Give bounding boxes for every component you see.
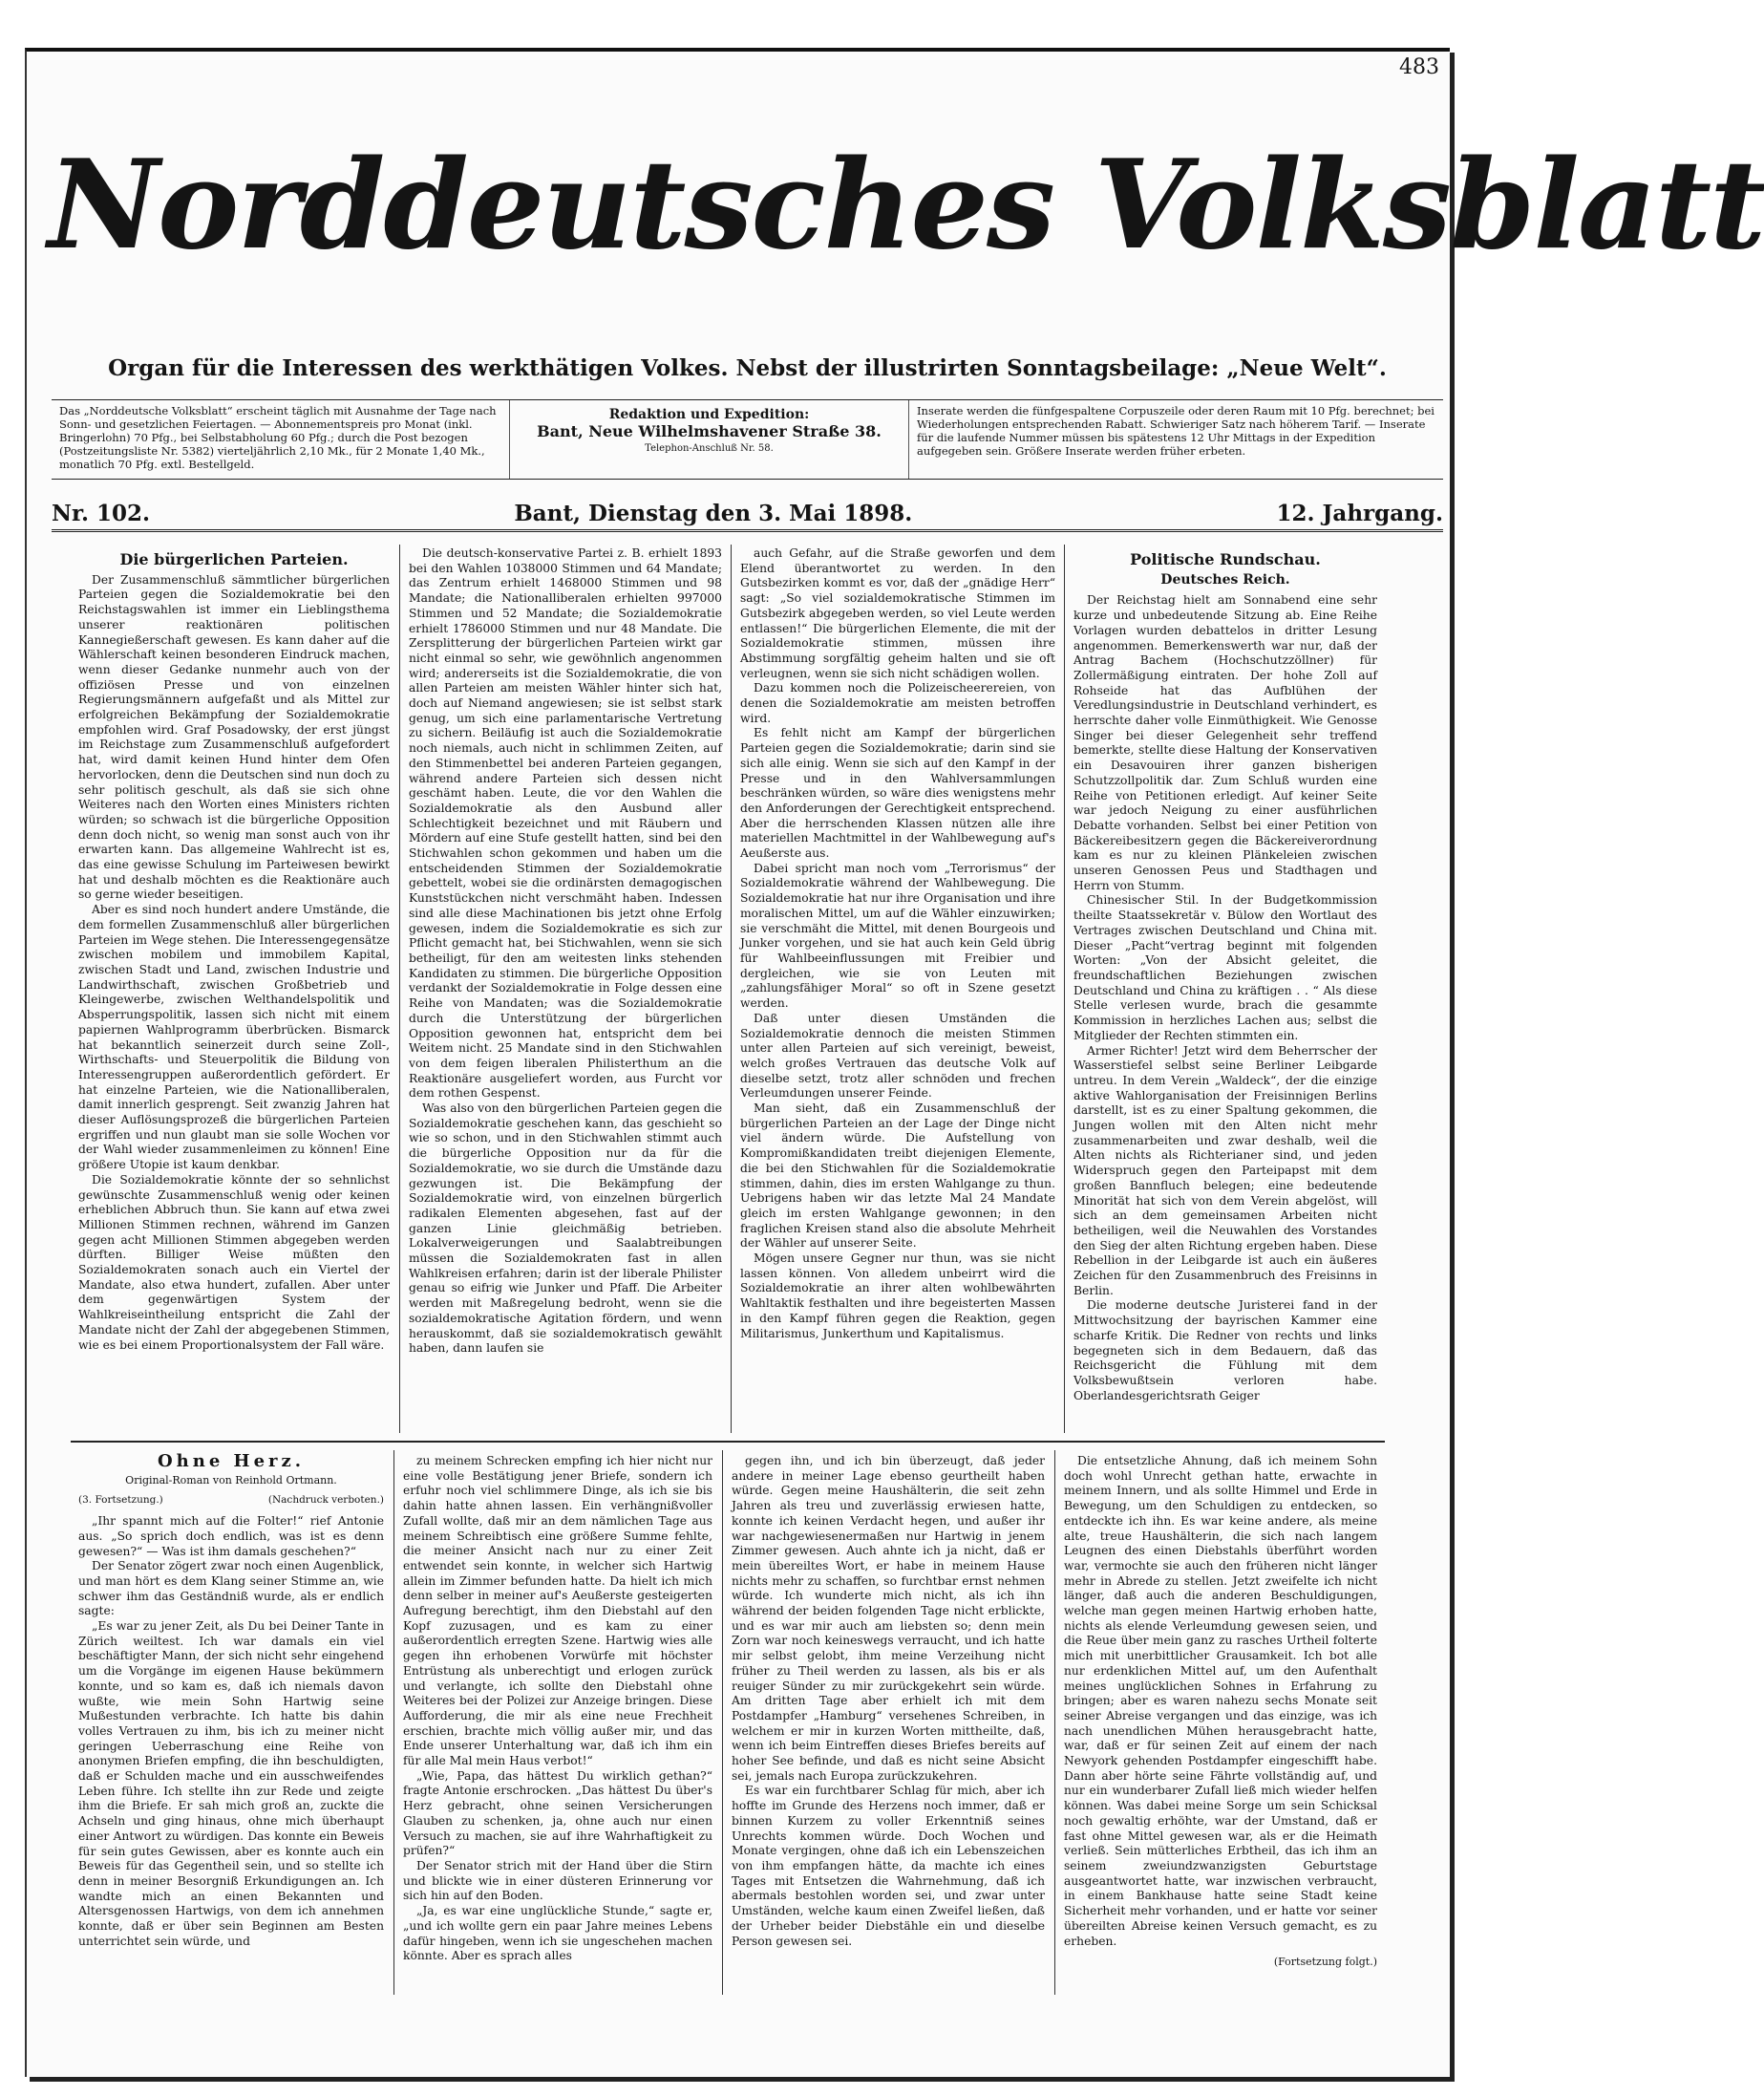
advertising-info: Inserate werden die fünfgespaltene Corpuszeile oder deren Raum mit 10 Pfg. berechnet; bei Wiederholungen entsprechenden Rabatt. Schwieriger Satz nach höherem Tarif. — Inserate für die laufende Nummer müssen bis spätestens 12 Uhr Mittags in der Expedition aufgegeben sein. Größere Inserate werden früher erbeten. bbox=[917, 404, 1435, 458]
editorial-address: Bant, Neue Wilhelmshavener Straße 38. bbox=[537, 422, 882, 440]
article-paragraph: Was also von den bürgerlichen Parteien gegen die Sozialdemokratie geschehen kann, das geschieht so wie so schon, und in den Stichwahlen stimmt auch die bürgerliche Opposition nur da für die Sozialdemokratie, wo sie durch die Umstände dazu gezwungen ist. Die Bekämpfung der Sozialdemokratie wird, von einzelnen bürgerlich radikalen Elementen abgesehen, fast auf der ganzen Linie gleichmäßig betrieben. Lokalverweigerungen und Saalabtreibungen müssen die Sozialdemokraten fast in allen Wahlkreisen erfahren; darin ist der liberale Philister genau so eifrig wie Junker und Pfaff. Die Arbeiter werden mit Maßregelung bedroht, wenn sie die sozialdemokratische Agitation fördern, und wenn herauskommt, daß sie sozialdemokratisch gewählt haben, dann laufen sie bbox=[409, 1101, 722, 1356]
serial-paragraph: Der Senator strich mit der Hand über die Stirn und blickte wie in einer düsteren Erinnerung vor sich hin auf den Boden. bbox=[403, 1858, 712, 1903]
masthead-subtitle: Organ für die Interessen des werkthätigen Volkes. Nebst der illustrirten Sonntagsbeilage: „Neue Welt“. bbox=[108, 355, 1387, 381]
serial-continued: (Fortsetzung folgt.) bbox=[1273, 1956, 1377, 1969]
page-number: 483 bbox=[1399, 55, 1439, 79]
column-rule bbox=[393, 1450, 394, 1995]
article-column-3 bbox=[740, 546, 1055, 1429]
serial-paragraph: „Wie, Papa, das hättest Du wirklich gethan?“ fragte Antonie erschrocken. „Das hättest Du über's Herz gebracht, ohne seinen Versicherungen Glauben zu schenken, ja, ohne auch nur einen Versuch zu machen, sie auf ihre Wahrhaftigkeit zu prüfen?“ bbox=[403, 1768, 712, 1858]
serial-column-4 bbox=[1064, 1454, 1377, 1995]
column-rule bbox=[1054, 1450, 1055, 1995]
article-paragraph: Es fehlt nicht am Kampf der bürgerlichen Parteien gegen die Sozialdemokratie; darin sind sie sich alle einig. Wenn sie sich auf den Kampf in der Presse und in den Wahlversammlungen beschränken würden, so wäre dies wenigstens mehr den Anforderungen der Gerechtigkeit entsprechend. Aber die herrschenden Klassen nützen alle ihre materiellen Machtmittel in der Wahlbewegung auf's Aeußerste aus. bbox=[740, 726, 1055, 861]
issue-date: Bant, Dienstag den 3. Mai 1898. bbox=[514, 500, 913, 526]
feuilleton-divider bbox=[71, 1441, 1385, 1443]
rundschau-paragraph: Chinesischer Stil. In der Budgetkommission theilte Staatssekretär v. Bülow den Wortlaut des Vertrages zwischen Deutschland und China mit. Dieser „Pacht“vertrag beginnt mit folgenden Worten: „Von der Absicht geleitet, die freundschaftlichen Beziehungen zwischen Deutschland und China zu kräftigen . . “ Als diese Stelle verlesen wurde, brach die gesammte Kommission in herzliches Lachen aus; selbst die Mitglieder der Rechten stimmten ein. bbox=[1073, 893, 1377, 1042]
serial-column-3 bbox=[732, 1454, 1045, 1995]
rundschau-column bbox=[1073, 552, 1377, 1429]
article-paragraph: Der Zusammenschluß sämmtlicher bürgerlichen Parteien gegen die Sozialdemokratie bei den Reichstagswahlen ist immer ein Lieblingsthema unserer reaktionären politischen Kannegießerschaft gewesen. Es kann daher auf die Wählerschaft keinen besonderen Eindruck machen, wenn dieser Gedanke nunmehr auch von der offiziösen Presse und von einzelnen Regierungsmännern aufgefaßt und als Mittel zur erfolgreichen Bekämpfung der Sozialdemokratie empfohlen wird. Graf Posadowsky, der erst jüngst im Reichstage zum Zusammenschluß aufgefordert hat, wird damit keinen Hund hinter dem Ofen hervorlocken, denn die Deutschen sind nun doch zu sehr politisch geschult, als daß sie sich ohne Weiteres nach den Worten eines Ministers richten würden; so schwach ist die bürgerliche Opposition denn doch nicht, so wenig man sonst auch von ihr erwarten kann. Das allgemeine Wahlrecht ist es, das eine gewisse Schulung im Parteiwesen bewirkt hat und deshalb möchten es die Reaktionäre auch so gerne wieder beseitigen. bbox=[78, 572, 390, 902]
serial-paragraph: Die entsetzliche Ahnung, daß ich meinem Sohn doch wohl Unrecht gethan hatte, erwachte in meinem Innern, und als sollte Himmel und Erde in Bewegung, um den Schuldigen zu entdecken, so entdeckte ich ihn. Es war keine andere, als meine alte, treue Haushälterin, die sich nach langem Leugnen des einen Diebstahls überführt worden war, vermochte sie auch den früheren nicht länger mehr in Abrede zu stellen. Jetzt zweifelte ich nicht länger, daß auch die anderen Beschuldigungen, welche man gegen meinen Hartwig erhoben hatte, nichts als elende Verleumdung gewesen seien, und die Reue über mein ganz zu rasches Urtheil folterte mich mit unerbittlicher Grausamkeit. Ich bot alle nur erdenklichen Mittel auf, um den Aufenthalt meines unglücklichen Sohnes in Erfahrung zu bringen; aber es waren nahezu sechs Monate seit seiner Abreise vergangen und das einzige, was ich nach unendlichen Mühen herausgebracht hatte, war, daß er für seinen Zeit auf einem der nach Newyork gehenden Postdampfer eingeschifft habe. Dann aber hörte seine Fährte vollständig auf, und nur ein wunderbarer Zufall ließ mich wieder helfen können. Was dabei meine Sorge um sein Schicksal noch gewaltig erhöhte, war der Umstand, daß er fast ohne Mittel gewesen war, als er die Heimath verließ. Sein mütterliches Erbtheil, das ich ihm an seinem zweiundzwanzigsten Geburtstage ausgeantwortet hatte, war inzwischen verbraucht, in einem Bankhause hatte seine Stadt keine Sicherheit mehr vorhanden, und er hatte vor seiner übereilten Abreise keinen Versuch gemacht, es zu erheben. bbox=[1064, 1454, 1377, 1948]
column-rule bbox=[399, 545, 400, 1433]
dateline bbox=[52, 497, 1443, 532]
article-paragraph: auch Gefahr, auf die Straße geworfen und dem Elend überantwortet zu werden. In den Gutsbezirken kommt es vor, daß der „gnädige Herr“ sagt: „So viel sozialdemokratische Stimmen im Gutsbezirk abgegeben werden, so viel Leute werden entlassen!“ Die bürgerlichen Elemente, die mit der Sozialdemokratie stimmen, müssen ihre Abstimmung sorgfältig geheim halten und sie oft verleugnen, wenn sie sich nicht schädigen wollen. bbox=[740, 546, 1055, 680]
rundschau-title: Politische Rundschau. bbox=[1130, 550, 1321, 568]
issue-number: Nr. 102. bbox=[52, 500, 151, 526]
article-paragraph: Aber es sind noch hundert andere Umstände, die dem formellen Zusammenschluß aller bürgerlichen Parteien im Wege stehen. Die Interessengegensätze zwischen mobilem und immobilem Kapital, zwischen Stadt und Land, zwischen Industrie und Landwirthschaft, zwischen Großbetrieb und Kleingewerbe, zwischen Welthandelspolitik und Absperrungspolitik, lassen sich nicht mit einem papiernen Wahlprogramm überbrücken. Bismarck hat bekanntlich seinerzeit durch seine Zoll-, Wirthschafts- und Steuerpolitik die Bildung von Interessengruppen außerordentlich gefördert. Er hat einzelne Parteien, wie die Nationalliberalen, damit innerlich gesprengt. Seit zwanzig Jahren hat dieser Auflösungsprozeß die bürgerlichen Parteien ergriffen und nun glaubt man sie solle Wochen vor der Wahl wieder zusammenleimen zu können! Eine größere Utopie ist kaum denkbar. bbox=[78, 903, 390, 1172]
info-box bbox=[52, 399, 1443, 480]
editorial-office bbox=[510, 400, 909, 479]
serial-paragraph: „Es war zu jener Zeit, als Du bei Deiner Tante in Zürich weiltest. Ich war damals ein viel beschäftigter Mann, der sich nicht sehr eingehend um die Vorgänge im eigenen Hause bekümmern konnte, und so kam es, daß ich niemals davon wußte, wie mein Sohn Hartwig seine Mußestunden verbrachte. Ich hatte bis dahin volles Vertrauen zu ihm, bis ich zu meiner nicht geringen Ueberraschung eine Reihe von anonymen Briefen empfing, die ihn beschuldigten, daß er Schulden mache und ein ausschweifendes Leben führe. Ich stellte ihn zur Rede und zeigte ihm die Briefe. Er sah mich groß an, zuckte die Achseln und ging hinaus, ohne mich überhaupt einer Antwort zu würdigen. Das konnte ein Beweis für sein gutes Gewissen, aber es konnte auch ein Beweis für das Gegentheil sein, und so stellte ich denn in meiner Besorgniß Erkundigungen an. Ich wandte mich an einen Bekannten und Altersgenossen Hartwigs, von dem ich annehmen konnte, daß er über sein Beginnen am Besten unterrichtet sein würde, und bbox=[78, 1619, 384, 1948]
serial-note bbox=[78, 1493, 384, 1508]
serial-paragraph: gegen ihn, und ich bin überzeugt, daß jeder andere in meiner Lage ebenso geurtheilt haben würde. Gegen meine Haushälterin, die seit zehn Jahren als treu und zuverlässig erwiesen hatte, konnte ich keinen Verdacht hegen, und außer ihr war nachgewiesenermaßen nur Hartwig in jenem Zimmer gewesen. Auch ahnte ich ja nicht, daß er mein übereiltes Wort, er habe in meinem Hause nichts mehr zu schaffen, so furchtbar ernst nehmen würde. Ich wunderte mich nicht, als ich ihn während der beiden folgenden Tage nicht erblickte, und es war mir auch am liebsten so; denn mein Zorn war noch keineswegs verraucht, und ich hatte mir selbst gelobt, ihm meine Verzeihung nicht früher zu Theil werden zu lassen, als bis er als reuiger Sünder zu mir zurückgekehrt sein würde. Am dritten Tage aber erhielt ich mit dem Postdampfer „Hamburg“ versehenes Schreiben, in welchem er mir in kurzen Worten mittheilte, daß, wenn ich beim Eintreffen dieses Briefes bereits auf hoher See befinde, und daß es nicht seine Absicht sei, jemals nach Europa zurückzukehren. bbox=[732, 1454, 1045, 1783]
rundschau-paragraph: Der Reichstag hielt am Sonnabend eine sehr kurze und unbedeutende Sitzung ab. Eine Reihe Vorlagen wurden debattelos in dritter Lesung angenommen. Bemerkenswerth war nur, daß der Antrag Bachem (Hochschutzzöllner) für Zollermäßigung eintraten. Der hohe Zoll auf Rohseide hat das Aufblühen der Veredlungsindustrie in Deutschland verhindert, es herrschte daher volle Einmüthigkeit. Wie Genosse Singer bei dieser Gelegenheit sehr treffend bemerkte, stellte diese Haltung der Konservativen ein Desavouiren ihrer ganzen bisherigen Schutzzollpolitik dar. Zum Schluß wurden eine Reihe von Petitionen erledigt. Auf keiner Seite war jedoch Neigung zu einer ausführlichen Debatte vorhanden. Selbst bei einer Petition von Bäckereibesitzern gegen die Bäckereiverordnung kam es nur zu kleinen Plänkeleien zwischen unseren Genossen Peus und Stadthagen und Herrn von Stumm. bbox=[1073, 593, 1377, 892]
column-rule bbox=[722, 1450, 723, 1995]
article-column-2 bbox=[409, 546, 722, 1429]
serial-notice: (Nachdruck verboten.) bbox=[267, 1494, 384, 1507]
rundschau-subtitle: Deutsches Reich. bbox=[1160, 571, 1290, 588]
article-paragraph: Daß unter diesen Umständen die Sozialdemokratie dennoch die meisten Stimmen unter allen Parteien auf sich vereinigt, beweist, welch großes Vertrauen das deutsche Volk auf dieselbe setzt, trotz aller schnöden und frechen Verleumdungen unserer Feinde. bbox=[740, 1011, 1055, 1101]
editorial-heading: Redaktion und Expedition: bbox=[608, 407, 810, 422]
serial-paragraph: „Ja, es war eine unglückliche Stunde,“ sagte er, „und ich wollte gern ein paar Jahre meines Lebens dafür hingeben, wenn ich sie ungeschehen machen könnte. Aber es sprach alles bbox=[403, 1904, 712, 1963]
article-paragraph: Mögen unsere Gegner nur thun, was sie nicht lassen können. Von alledem unbeirrt wird die Sozialdemokratie an ihrer alten wohlbewährten Wahltaktik festhalten und ihre begeisterten Massen in den Kampf führen gegen die Reaktion, gegen Militarismus, Junkerthum und Kapitalismus. bbox=[740, 1251, 1055, 1340]
column-rule bbox=[1064, 545, 1065, 1433]
serial-paragraph: Es war ein furchtbarer Schlag für mich, aber ich hoffte im Grunde des Herzens noch immer, daß er binnen Kurzem zu voller Erkenntniß seines Unrechts kommen würde. Doch Wochen und Monate vergingen, ohne daß ich ein Lebenszeichen von ihm empfangen hätte, da machte ich eines Tages mit Entsetzen die Wahrnehmung, daß ich abermals bestohlen worden sei, und zwar unter Umständen, welche kaum einen Zweifel ließen, daß der Urheber beider Diebstähle ein und dieselbe Person gewesen sei. bbox=[732, 1784, 1045, 1948]
serial-column-2 bbox=[403, 1454, 712, 1995]
volume-year: 12. Jahrgang. bbox=[1276, 500, 1443, 526]
article-paragraph: Dabei spricht man noch vom „Terrorismus“ der Sozialdemokratie während der Wahlbewegung. Die Sozialdemokratie hat nur ihre Organisation und ihre moralischen Mittel, um auf die Wähler einzuwirken; sie verschmäht die Mittel, mit denen Bourgeois und Junker vorgehen, und sie hat auch kein Geld übrig für Wahlbeeinflussungen mit Freibier und dergleichen, wie sie von Leuten mit „zahlungsfähiger Moral“ so oft in Szene gesetzt werden. bbox=[740, 861, 1055, 1011]
article-paragraph: Die deutsch-konservative Partei z. B. erhielt 1893 bei den Wahlen 1038000 Stimmen und 64 Mandate; das Zentrum erhielt 1468000 Stimmen und 98 Mandate; die Nationalliberalen erhielten 997000 Stimmen und 52 Mandate; die Sozialdemokratie erhielt 1786000 Stimmen und nur 48 Mandate. Die Zersplitterung der bürgerlichen Parteien wirkt gar nicht einmal so sehr, wie gewöhnlich angenommen wird; andererseits ist die Sozialdemokratie, die von allen Parteien am meisten Wähler hinter sich hat, doch auf Niemand angewiesen; sie ist selbst stark genug, um sich eine parlamentarische Vertretung zu sichern. Beiläufig ist auch die Sozialdemokratie noch niemals, auch nicht in schlimmen Zeiten, auf den Stimmenbettel bei anderen Parteien gegangen, während andere Parteien sich dessen nicht geschämt haben. Leute, die vor den Wahlen die Sozialdemokratie als den Ausbund aller Schlechtigkeit bezeichnet und mit Räubern und Mördern auf eine Stufe gestellt hatten, sind bei den Stichwahlen schon gekommen und haben um die entscheidenden Stimmen der Sozialdemokratie gebettelt, wobei sie die ordinärsten demagogischen Kunststückchen nicht verschmäht haben. Indessen sind alle diese Machinationen bis jetzt ohne Erfolg gewesen, indem die Sozialdemokratie es sich zur Pflicht gemacht hat, bei Stichwahlen, wenn sie sich betheiligt, für den am weitesten links stehenden Kandidaten zu stimmen. Die bürgerliche Opposition verdankt der Sozialdemokratie in Folge dessen eine Reihe von Mandaten; was die Sozialdemokratie durch die Unterstützung der bürgerlichen Opposition gewonnen hat, entspricht dem bei Weitem nicht. 25 Mandate sind in den Stichwahlen von dem feigen liberalen Philisterthum an die Reaktionäre ausgeliefert worden, aus Furcht vor dem rothen Gespenst. bbox=[409, 546, 722, 1101]
article-paragraph: Man sieht, daß ein Zusammenschluß der bürgerlichen Parteien an der Lage der Dinge nicht viel ändern würde. Die Aufstellung von Kompromißkandidaten treibt diejenigen Elemente, die bei den Stichwahlen für die Sozialdemokratie stimmen, dahin, dies im ersten Wahlgange zu thun. Uebrigens haben wir das letzte Mal 24 Mandate gleich im ersten Wahlgange gewonnen; in den fraglichen Kreisen stand also die absolute Mehrheit der Wähler auf unserer Seite. bbox=[740, 1101, 1055, 1251]
column-rule bbox=[731, 545, 732, 1433]
serial-paragraph: „Ihr spannt mich auf die Folter!“ rief Antonie aus. „So sprich doch endlich, was ist es denn gewesen?“ — Was ist ihm damals geschehen?“ bbox=[78, 1514, 384, 1558]
rundschau-paragraph: Armer Richter! Jetzt wird dem Beherrscher der Wasserstiefel selbst seine Berliner Leibgarde untreu. In dem Verein „Waldeck“, der die einzige aktive Wahlorganisation der Freisinnigen Berlins darstellt, ist es zu einer Spaltung gekommen, die Jungen wollen mit den Alten nicht mehr zusammenarbeiten und zwar deshalb, weil die Alten nichts als Richterianer sind, und jeden Widerspruch gegen den Parteipapst mit dem großen Bannfluch belegen; eine bedeutende Minorität hat sich von dem Verein abgelöst, will sich an dem gemeinsamen Arbeiten nicht betheiligen, weil die Neuwahlen des Vorstandes den Sieg der alten Richtung ergeben haben. Diese Rebellion in der Leibgarde ist auch ein äußeres Zeichen für den Zusammenbruch des Freisinns in Berlin. bbox=[1073, 1043, 1377, 1297]
serial-part: (3. Fortsetzung.) bbox=[78, 1494, 163, 1507]
serial-paragraph: zu meinem Schrecken empfing ich hier nicht nur eine volle Bestätigung jener Briefe, sondern ich erfuhr noch viel schlimmere Dinge, als ich sie bis dahin hatte ahnen lassen. Ein verhängnißvoller Zufall wollte, daß mir an dem nämlichen Tage aus meinem Schreibtisch eine größere Summe fehlte, die meiner Ansicht nach nur zu einer Zeit entwendet sein konnte, in welcher sich Hartwig allein im Zimmer befunden hatte. Da hielt ich mich denn selber in meiner auf's Aeußerste gesteigerten Aufregung berechtigt, ihm den Diebstahl auf den Kopf zuzusagen, und es kam zu einer außerordentlich erregten Szene. Hartwig wies alle gegen ihn erhobenen Vorwürfe mit höchster Entrüstung als unberechtigt und erlogen zurück und verlangte, ich sollte den Diebstahl ohne Weiteres bei der Polizei zur Anzeige bringen. Diese Aufforderung, die mir als eine neue Frechheit erschien, brachte mich völlig außer mir, und das Ende unserer Unterhaltung war, daß ich ihm ein für alle Mal mein Haus verbot!“ bbox=[403, 1454, 712, 1768]
serial-paragraph: Der Senator zögert zwar noch einen Augenblick, und man hört es dem Klang seiner Stimme an, wie schwer ihm das Geständniß wurde, als er endlich sagte: bbox=[78, 1559, 384, 1618]
serial-column-1 bbox=[78, 1450, 384, 1995]
subscription-info: Das „Norddeutsche Volksblatt“ erscheint täglich mit Ausnahme der Tage nach Sonn- und gesetzlichen Feiertagen. — Abonnementspreis pro Monat (inkl. Bringerlohn) 70 Pfg., bei Selbstabholung 60 Pfg.; durch die Post bezogen (Postzeitungsliste Nr. 5382) vierteljährlich 2,10 Mk., für 2 Monate 1,40 Mk., monatlich 70 Pfg. extl. Bestellgeld. bbox=[52, 400, 510, 479]
serial-author: Original-Roman von Reinhold Ortmann. bbox=[125, 1473, 337, 1486]
masthead-title: Norddeutsches Volksblatt bbox=[48, 134, 1764, 277]
serial-title: Ohne Herz. bbox=[157, 1451, 305, 1471]
rundschau-paragraph: Die moderne deutsche Juristerei fand in der Mittwochsitzung der bayrischen Kammer eine scharfe Kritik. Die Redner von rechts und links begegneten sich in dem Bedauern, daß das Reichsgericht die Fühlung mit dem Volksbewußtsein verloren habe. Oberlandesgerichtsrath Geiger bbox=[1073, 1298, 1377, 1402]
article-column-1 bbox=[78, 552, 390, 1429]
article-paragraph: Dazu kommen noch die Polizeischeerereien, von denen die Sozialdemokratie am meisten betroffen wird. bbox=[740, 681, 1055, 725]
article-title: Die bürgerlichen Parteien. bbox=[119, 550, 349, 568]
editorial-phone: Telephon-Anschluß Nr. 58. bbox=[645, 443, 774, 454]
article-paragraph: Die Sozialdemokratie könnte der so sehnlichst gewünschte Zusammenschluß wenig oder keinen erheblichen Abbruch thun. Sie kann auf etwa zwei Millionen Stimmen rechnen, während im Ganzen gegen acht Millionen Stimmen abgegeben werden dürften. Billiger Weise müßten den Sozialdemokraten sonach auch ein Viertel der Mandate, also etwa hundert, zufallen. Aber unter dem gegenwärtigen System der Wahlkreiseintheilung entspricht die Zahl der Mandate nicht der Zahl der abgegebenen Stimmen, wie es bei einem Proportionalsystem der Fall wäre. bbox=[78, 1172, 390, 1352]
